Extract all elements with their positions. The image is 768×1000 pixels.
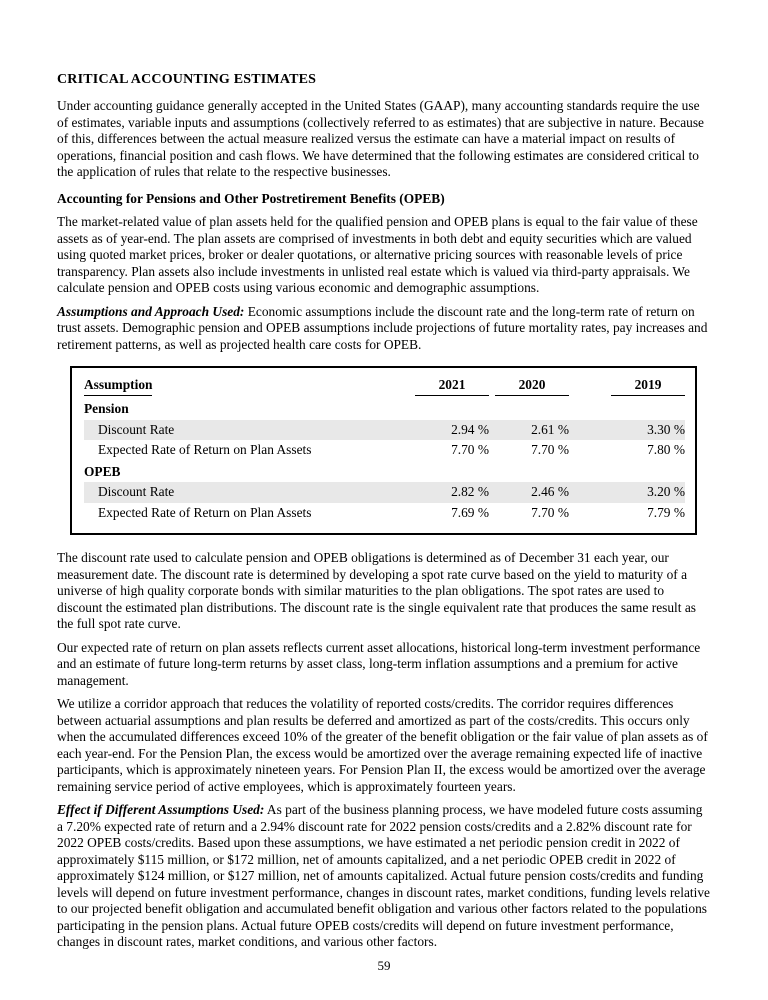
- paragraph-plan-assets: The market-related value of plan assets held for the qualified pension and OPEB plans is equal to the fair value of these assets as of year-end. The plan assets are comprised of investments in both debt and equity securities which are valued using quoted market prices, broker or dealer quotations, or alternative pricing sources with reasonable levels of price transparency. Plan assets also include investments in unlisted real estate which is valued via third-party appraisals. We calculate pension and OPEB costs using various economic and demographic assumptions.: [57, 214, 698, 296]
- table-row-pension-discount-rate: [84, 420, 685, 440]
- table-row-pension-expected-return: [84, 440, 685, 460]
- assumptions-approach-lead: Assumptions and Approach Used:: [57, 303, 245, 319]
- effect-lead: Effect if Different Assumptions Used:: [57, 802, 265, 818]
- table-cell-2019: 7.79 %: [647, 504, 685, 520]
- table-cell-2019: 3.30 %: [647, 421, 685, 437]
- table-row-label: Expected Rate of Return on Plan Assets: [98, 504, 312, 520]
- table-row-label: Expected Rate of Return on Plan Assets: [98, 442, 312, 458]
- table-header-2020-cell: [489, 375, 569, 398]
- table-header-row: [84, 375, 685, 398]
- paragraph-assumptions-approach: [57, 304, 711, 353]
- table-row-opeb-discount-rate: [84, 482, 685, 502]
- table-row-opeb-expected-return: [84, 503, 685, 523]
- table-group-pension: [84, 398, 685, 419]
- table-cell-2021: 2.94 %: [451, 421, 489, 437]
- table-group-opeb-label: OPEB: [84, 463, 121, 479]
- table-row-label: Discount Rate: [98, 484, 175, 500]
- table-header-2020: 2020: [495, 377, 569, 396]
- table-header-2021-cell: [409, 375, 489, 398]
- table-cell-2020: 7.70 %: [531, 504, 569, 520]
- table-group-opeb: [84, 461, 685, 482]
- table-cell-2021: 2.82 %: [451, 484, 489, 500]
- assumptions-table-grid: [84, 375, 685, 523]
- assumptions-table: [70, 366, 697, 535]
- table-header-2021: 2021: [415, 377, 489, 396]
- table-cell-2019: 7.80 %: [647, 442, 685, 458]
- paragraph-corridor: We utilize a corridor approach that reduces the volatility of reported costs/credits. The corridor requires differences between actuarial assumptions and plan results be deferred and amortized as part of the costs/credits. This occurs only when the accumulated differences exceed 10% of the greater of the benefit obligation or the fair value of plan assets as of each year-end. For the Pension Plan, the excess would be amortized over the average remaining expected life of inactive participants, which is approximately nineteen years. For Pension Plan II, the excess would be amortized over the average remaining service period of active employees, which is approximately fourteen years.: [57, 696, 708, 794]
- table-cell-2020: 2.46 %: [531, 484, 569, 500]
- page-number: 59: [377, 958, 391, 974]
- table-header-2019-cell: [569, 375, 685, 398]
- table-row-label: Discount Rate: [98, 421, 175, 437]
- paragraph-intro: Under accounting guidance generally accepted in the United States (GAAP), many accounting standards require the use of estimates, variable inputs and assumptions (collectively referred to as estimates) that are subjective in nature. Because of this, differences between the actual measure realized versus the estimate can have a material impact on results of operations, financial position and cash flows. We have determined that the following estimates are considered critical to the application of rules that relate to the respective businesses.: [57, 98, 704, 180]
- table-header-2019: 2019: [611, 377, 685, 396]
- section-heading-pensions-opeb: Accounting for Pensions and Other Postretirement Benefits (OPEB): [57, 190, 445, 206]
- table-cell-2019: 3.20 %: [647, 484, 685, 500]
- table-header-assumption-cell: [84, 375, 409, 398]
- table-group-pension-label: Pension: [84, 401, 129, 417]
- effect-text: As part of the business planning process, we have modeled future costs assuming a 7.20% expected rate of return and a 2.94% discount rate for 2022 pension costs/credits and a 2.82% discount rate for 2022 OPEB costs/credits. Based upon these assumptions, we have estimated a net periodic pension credit in 2022 of approximately $115 million, or $172 million, net of amounts capitalized, and a net periodic OPEB credit in 2022 of approximately $124 million, or $127 million, net of amounts capitalized. Actual future pension costs/credits and funding levels will depend on future investment performance, changes in discount rates, market conditions, funding levels relative to our projected benefit obligation and accumulated benefit obligation and various other factors related to the populations participating in the pension plans. Actual future OPEB costs/credits will depend on future investment performance, changes in discount rates, market conditions, and various other factors.: [57, 802, 710, 950]
- assumptions-approach-text: Economic assumptions include the discount rate and the long-term rate of return on trust assets. Demographic pension and OPEB assumptions include projections of future mortality rates, pay increases and retirement patterns, as well as projected health care costs for OPEB.: [57, 303, 708, 352]
- table-cell-2020: 7.70 %: [531, 442, 569, 458]
- table-cell-2021: 7.70 %: [451, 442, 489, 458]
- table-header-assumption: Assumption: [84, 377, 152, 396]
- paragraph-effect-different-assumptions: [57, 802, 711, 950]
- paragraph-expected-return: Our expected rate of return on plan assets reflects current asset allocations, historical long-term investment performance and an estimate of future long-term returns by asset class, long-term inflation assumptions and a premium for active management.: [57, 639, 701, 688]
- page-title: CRITICAL ACCOUNTING ESTIMATES: [57, 72, 317, 87]
- paragraph-discount-rate: The discount rate used to calculate pension and OPEB obligations is determined as of December 31 each year, our measurement date. The discount rate is determined by developing a spot rate curve based on the yield to maturity of a universe of high quality corporate bonds with similar maturities to the plan obligations. The spot rates are used to discount the estimated plan distributions. The discount rate is the single equivalent rate that produces the same result as the full spot rate curve.: [57, 550, 696, 632]
- table-cell-2021: 7.69 %: [451, 504, 489, 520]
- table-cell-2020: 2.61 %: [531, 421, 569, 437]
